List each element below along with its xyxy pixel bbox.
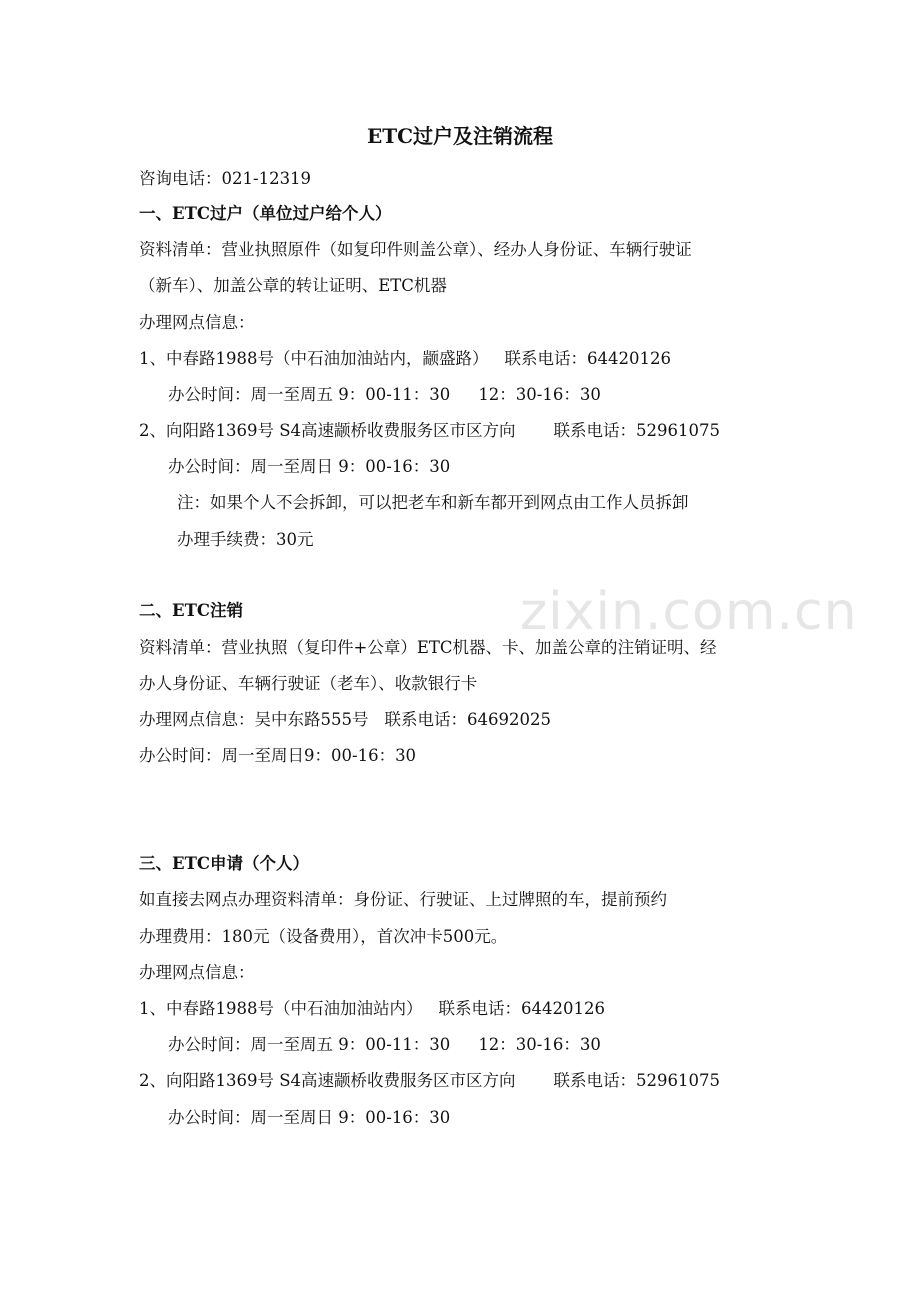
section2-outlet-info: 办理网点信息：吴中东路555号 <box>139 710 369 729</box>
section3-outlet2-address: 2、向阳路1369号 S4高速颛桥收费服务区市区方向 <box>139 1071 516 1090</box>
section3-outlet1-row <box>139 997 605 1021</box>
section1-outlet1-hours-row <box>168 383 601 407</box>
section2-outlet-row <box>139 708 551 732</box>
section1-outlet2-address: 2、向阳路1369号 S4高速颛桥收费服务区市区方向 <box>139 421 516 440</box>
section2-hours: 办公时间：周一至周日9：00-16：30 <box>139 746 417 765</box>
hotline: 咨询电话：021-12319 <box>139 169 312 188</box>
section3-outlet1-hours-row <box>168 1033 601 1057</box>
section2-heading: 二、ETC注销 <box>139 601 243 620</box>
section1-outlet1-address: 1、中春路1988号（中石油加油站内，颛盛路） <box>139 349 489 368</box>
section3-outlet1-hours-a: 办公时间：周一至周五 9：00-11：30 <box>168 1035 451 1054</box>
section1-materials-line2: （新车）、加盖公章的转让证明、ETC机器 <box>139 276 447 295</box>
section1-outlet1-phone: 联系电话：64420126 <box>504 349 671 368</box>
section1-outlet1-hours-b: 12：30-16：30 <box>478 385 601 404</box>
section3-fee: 办理费用：180元（设备费用），首次冲卡500元。 <box>139 927 508 946</box>
section3-outlet1-hours-b: 12：30-16：30 <box>478 1035 601 1054</box>
section2-materials-line1: 资料清单：营业执照（复印件+公章）ETC机器、卡、加盖公章的注销证明、经 <box>139 638 717 657</box>
section1-heading: 一、ETC过户（单位过户给个人） <box>139 204 392 223</box>
section2-outlet-phone: 联系电话：64692025 <box>384 710 551 729</box>
section2-materials-line2: 办人身份证、车辆行驶证（老车）、收款银行卡 <box>139 674 478 693</box>
section1-outlet2-hours: 办公时间：周一至周日 9：00-16：30 <box>168 457 451 476</box>
section3-outlet1-phone: 联系电话：64420126 <box>438 999 605 1018</box>
section1-outlet2-phone: 联系电话：52961075 <box>553 421 721 440</box>
section1-outlets-label: 办理网点信息： <box>139 313 255 332</box>
section3-outlets-label: 办理网点信息： <box>139 963 255 982</box>
section1-outlet1-row <box>139 347 671 371</box>
section1-fee: 办理手续费：30元 <box>177 530 314 549</box>
section3-outlet2-phone: 联系电话：52961075 <box>553 1071 721 1090</box>
section3-outlet2-row <box>139 1069 720 1093</box>
section3-materials: 如直接去网点办理资料清单：身份证、行驶证、上过牌照的车，提前预约 <box>139 890 667 909</box>
section3-heading: 三、ETC申请（个人） <box>139 854 309 873</box>
section1-outlet2-row <box>139 419 720 443</box>
section3-outlet2-hours: 办公时间：周一至周日 9：00-16：30 <box>168 1108 451 1127</box>
section3-outlet1-address: 1、中春路1988号（中石油加油站内） <box>139 999 423 1018</box>
section1-outlet1-hours-a: 办公时间：周一至周五 9：00-11：30 <box>168 385 451 404</box>
section1-note: 注：如果个人不会拆卸，可以把老车和新车都开到网点由工作人员拆卸 <box>177 493 689 512</box>
watermark-text: zixin.com.cn <box>520 582 858 642</box>
document-title: ETC过户及注销流程 <box>366 124 554 148</box>
section1-materials-line1: 资料清单：营业执照原件（如复印件则盖公章）、经办人身份证、车辆行驶证 <box>139 240 692 259</box>
